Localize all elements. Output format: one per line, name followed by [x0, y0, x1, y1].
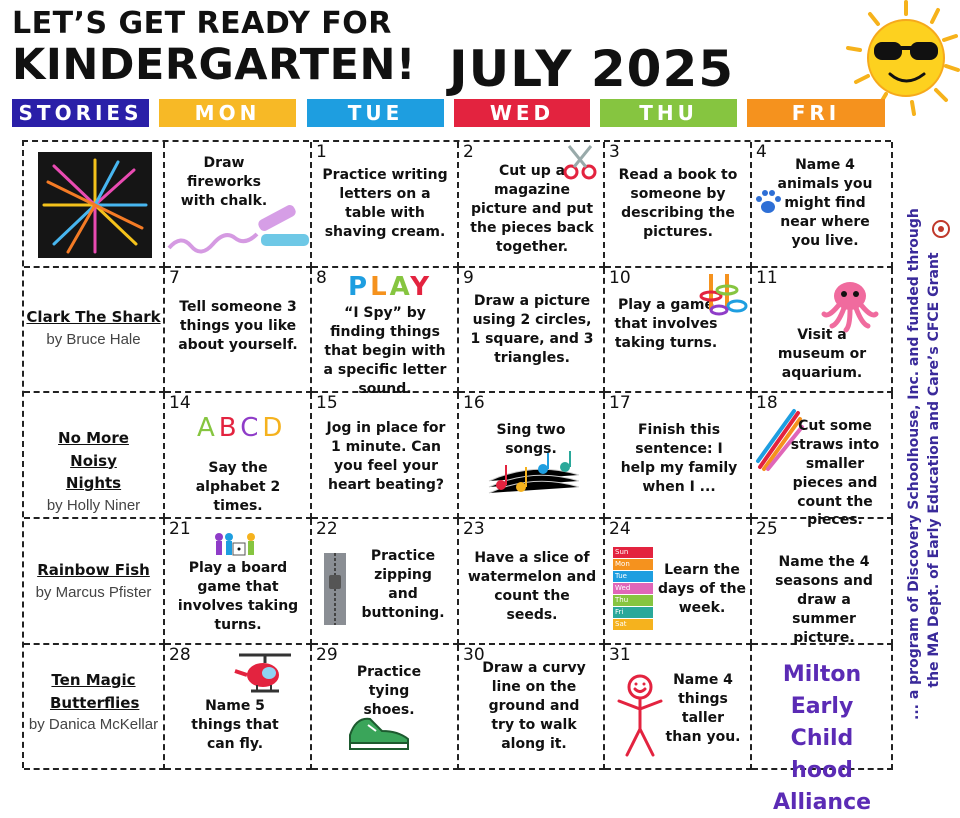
- day-cell-2: [459, 142, 605, 268]
- day-number: 28: [169, 645, 191, 665]
- story-title: Clark The Shark: [26, 308, 161, 326]
- day-cell-29: [312, 645, 459, 770]
- sneaker-icon: [346, 709, 412, 753]
- day-number: 30: [463, 645, 485, 665]
- octopus-icon: [822, 278, 878, 332]
- story-title: Ten Magic Butterflies: [50, 671, 140, 712]
- day-cell-9: [459, 268, 605, 393]
- sponsor-sidebar: [904, 208, 950, 720]
- day-number: 2: [463, 142, 474, 162]
- activity-text: Name 5 things that can fly.: [191, 698, 279, 752]
- day-cell-21: [165, 519, 312, 645]
- activity-text: Practice writing letters on a table with shaving cream.: [322, 167, 448, 240]
- day-cell-4: [752, 142, 893, 268]
- story-cell-3: [24, 393, 165, 519]
- story-cell-4: [24, 519, 165, 645]
- sponsor-line-1: ... a program of Discovery Schoolhouse, Inc. and funded through: [906, 208, 922, 720]
- day-cell-11: [752, 268, 893, 393]
- music-notes-icon: [489, 451, 579, 501]
- day-cell-25: [752, 519, 893, 645]
- day-number: 23: [463, 519, 485, 539]
- month-title: JULY 2025: [449, 40, 735, 98]
- activity-text: Cut up a magazine picture and put the pieces back together.: [470, 163, 594, 255]
- header-wed: WED: [454, 99, 590, 127]
- page-title-line2: KINDERGARTEN!: [12, 40, 417, 90]
- day-number: 17: [609, 393, 631, 413]
- story-cell-1: [24, 142, 165, 268]
- activity-text: Draw fireworks with chalk.: [180, 155, 268, 209]
- day-number: 4: [756, 142, 767, 162]
- story-entry: [24, 559, 163, 604]
- day-number: 1: [316, 142, 327, 162]
- play-word-art: PLAY: [348, 272, 433, 302]
- page-title-line1: LET’S GET READY FOR: [12, 6, 392, 41]
- scissors-icon: [563, 144, 597, 180]
- day-cell-7: [165, 268, 312, 393]
- story-entry: [24, 669, 163, 737]
- activity-text: Say the alphabet 2 times.: [195, 460, 281, 514]
- header-mon: MON: [159, 99, 296, 127]
- day-number: 14: [169, 393, 191, 413]
- activity-text: Sing two songs.: [496, 422, 566, 457]
- activity-text: Name 4 animals you might find near where you live.: [777, 157, 873, 249]
- activity-text: Finish this sentence: I help my family when I ...: [620, 422, 738, 495]
- day-number: 9: [463, 268, 474, 288]
- day-cell-10: [605, 268, 752, 393]
- day-number: 11: [756, 268, 778, 288]
- story-cell-5: [24, 645, 165, 770]
- activity-text: Practice tying shoes.: [356, 664, 422, 718]
- activity-text: Name 4 things taller than you.: [665, 672, 741, 745]
- day-number: 15: [316, 393, 338, 413]
- activity-text: Have a slice of watermelon and count the seeds.: [467, 550, 597, 623]
- story-entry: [24, 427, 163, 517]
- day-cell-1: [312, 142, 459, 268]
- story-title: No More Noisy Nights: [58, 429, 129, 492]
- story-title: Rainbow Fish: [37, 561, 150, 579]
- day-cell-16: [459, 393, 605, 519]
- header-fri: FRI: [747, 99, 885, 127]
- activity-text: Visit a museum or aquarium.: [777, 327, 867, 381]
- day-number: 21: [169, 519, 191, 539]
- milton-alliance-logo: Milton Early Child hood Alliance: [772, 662, 872, 815]
- alliance-logo-cell: [752, 645, 893, 815]
- activity-text: “I Spy” by finding things that begin with a specific letter sound.: [323, 305, 447, 397]
- abcd-letters-art: ABCD: [197, 413, 287, 443]
- day-number: 7: [169, 268, 180, 288]
- day-number: 29: [316, 645, 338, 665]
- day-number: 8: [316, 268, 327, 288]
- board-game-pieces-icon: [213, 529, 257, 559]
- day-cell-14: [165, 393, 312, 519]
- activity-text: Play a game that involves taking turns.: [614, 297, 718, 351]
- activity-text: Name the 4 seasons and draw a summer picture.: [775, 554, 873, 646]
- activity-text: Draw a picture using 2 circles, 1 square, and 3 triangles.: [470, 293, 594, 366]
- header-tue: TUE: [307, 99, 444, 127]
- day-number: 18: [756, 393, 778, 413]
- activity-text: Draw a curvy line on the ground and try to walk along it.: [482, 660, 586, 752]
- activity-text: Play a board game that involves taking turns.: [177, 560, 299, 633]
- activity-text: Learn the days of the week.: [657, 562, 747, 616]
- day-number: 22: [316, 519, 338, 539]
- day-number: 10: [609, 268, 631, 288]
- chalk-icon: [165, 198, 311, 254]
- sponsor-line-2: the MA Dept. of Early Education and Care’s CFCE Grant: [926, 252, 943, 688]
- story-entry: [24, 306, 163, 351]
- day-cell-24: [605, 519, 752, 645]
- story-author: by Holly Niner: [46, 496, 141, 514]
- activity-text: Practice zipping and buttoning.: [361, 548, 445, 621]
- day-number: 3: [609, 142, 620, 162]
- zipper-icon: [320, 553, 350, 625]
- weekday-tags-icon: Sun Mon Tue Wed Thu Fri Sat: [613, 547, 653, 631]
- cfce-logo-icon: [931, 218, 951, 240]
- day-cell-17: [605, 393, 752, 519]
- story-author: by Marcus Pfister: [35, 583, 152, 601]
- day-cell-22: [312, 519, 459, 645]
- day-cell-28: [165, 645, 312, 770]
- day-cell-8: [312, 268, 459, 397]
- day-cell-30: [459, 645, 605, 770]
- day-number: 31: [609, 645, 631, 665]
- activity-text: Cut some straws into smaller pieces and count the pieces.: [790, 418, 880, 529]
- header-stories: STORIES: [12, 99, 149, 127]
- story-author: by Bruce Hale: [46, 330, 141, 348]
- day-cell-3: [605, 142, 752, 268]
- story-cell-2: [24, 268, 165, 393]
- calendar-grid: [22, 140, 891, 815]
- activity-text: Tell someone 3 things you like about yourself.: [178, 299, 298, 353]
- header-thu: THU: [600, 99, 737, 127]
- day-number: 24: [609, 519, 631, 539]
- paw-print-icon: [754, 188, 782, 216]
- day-number: 25: [756, 519, 778, 539]
- story-author: by Danica McKellar: [28, 716, 159, 733]
- stick-figure-icon: [615, 673, 665, 759]
- day-cell-31: [605, 645, 752, 770]
- activity-text: Jog in place for 1 minute. Can you feel your heart beating?: [326, 420, 446, 493]
- fireworks-chalk-image: [38, 152, 152, 258]
- day-cell-23: [459, 519, 605, 645]
- day-cell-blank: [165, 142, 312, 268]
- helicopter-icon: [235, 651, 301, 697]
- day-cell-15: [312, 393, 459, 519]
- activity-text: Read a book to someone by describing the pictures.: [618, 167, 738, 240]
- ring-toss-icon: [697, 270, 749, 322]
- day-number: 16: [463, 393, 485, 413]
